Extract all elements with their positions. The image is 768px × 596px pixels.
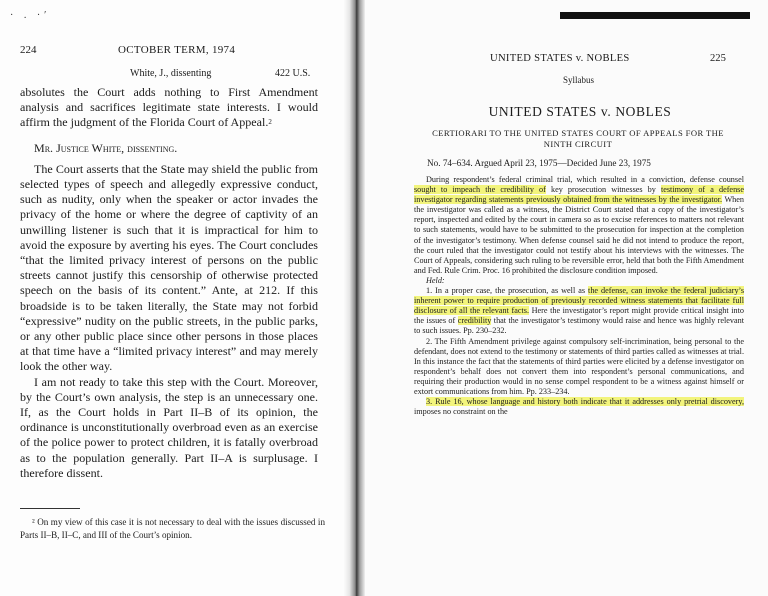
left-justice-label: White, J., dissenting (130, 68, 212, 79)
left-page-number: 224 (20, 44, 37, 56)
holding-1: 1. In a proper case, the prosecution, as well as the defense, can invoke the federal judiciary’s inherent power to require production of previously recorded witness statements that facilitate full disclosure of all the relevant facts. Here the investigator’s report might provide critical insight into the issues of credibility that the investigator’s testimony would raise and hence was highly relevant to such issues. Pp. 230–232. (414, 286, 745, 336)
left-body (20, 85, 318, 481)
footnote-rule (20, 508, 80, 509)
left-page (0, 0, 355, 596)
book-gutter (343, 0, 365, 596)
left-term-title: OCTOBER TERM, 1974 (118, 44, 236, 56)
justice-heading: Mr. Justice White, dissenting. (34, 140, 178, 155)
highlight: sought to impeach the credibility of (414, 185, 546, 195)
holding-2: 2. The Fifth Amendment privilege against compulsory self-incrimination, being personal to the defendant, does not extend to the testimony or statements of third parties called as witnesses at trial. In this instance the fact that the statements of third parties were elicited by a defense investigator on respondent’s behalf does not convert them into respondent’s personal communications, and requiring their production would in no sense compel respondent to be a witness against himself or extort communications from him. Pp. 233–234. (414, 336, 744, 396)
docket-line: No. 74–634. Argued April 23, 1975—Decided June 23, 1975 (427, 158, 651, 168)
right-running-head: UNITED STATES v. NOBLES (490, 53, 630, 64)
highlight: the defense, can invoke the federal judiciary’s inherent power to require production of previously recorded witness statements that facilitate full disclosure of all the relevant facts. (414, 286, 745, 316)
footnote-ref: 2 (268, 118, 272, 127)
highlight: 3. Rule 16, whose language and history both indicate that it addresses only pretrial discovery, (426, 397, 744, 407)
opening-paragraph: absolutes the Court adds nothing to First Amendment analysis and sacrifices legitimate state interests. I would affirm the judgment of the Florida Court of Appeal.$^2$ (20, 85, 318, 130)
scan-specks: · . ·ʹ (10, 10, 51, 21)
syllabus-summary: During respondent’s federal criminal trial, which resulted in a conviction, defense counsel sought to impeach the credibility of key prosecution witnesses by testimony of a defense investigator regarding statements previously obtained from the witnesses by the investigator. When the investigator was called as a witness, the District Court stated that a copy of the investigator’s report, inspected and edited by the court in camera so as to excise references to matters not relevant to such statements, would have to be submitted to the prosecution for inspection at the completion of the investigator’s testimony. When defense counsel said he did not intend to produce the report, the court ruled that the investigator could not testify about his interviews with the witnesses. The Court of Appeals, considering such ruling to be reversible error, held that both the Fifth Amendment and Fed. Rule Crim. Proc. 16 prohibited the disclosure condition imposed. (414, 175, 744, 275)
holding-3: 3. Rule 16, whose language and history both indicate that it addresses only pretrial discovery, imposes no constraint on the (414, 397, 744, 417)
highlight: testimony of a defense investigator regarding statements previously obtained from the witnesses by the investigator. (414, 185, 744, 205)
right-page-number: 225 (710, 53, 726, 64)
certiorari-heading: CERTIORARI TO THE UNITED STATES COURT OF APPEALS FOR THE NINTH CIRCUIT (432, 128, 724, 149)
footnote: ² On my view of this case it is not necessary to deal with the issues discussed in Parts II–B, II–C, and III of the Court’s opinion. (20, 517, 325, 540)
dissent-paragraph-2: I am not ready to take this step with the Court. Moreover, by the Court’s own analysis, the step is an unnecessary one. If, as the Court holds in Part II–B of its opinion, the ordinance is unconstitutionally overbroad even as an exercise of the police power to protect children, it is fatally overbroad as to the population generally. Part II–A is surplusage. I therefore dissent. (20, 374, 318, 480)
scan-top-bar (560, 12, 750, 19)
case-title: UNITED STATES v. NOBLES (488, 104, 672, 119)
syllabus-body (414, 175, 744, 417)
syllabus-label: Syllabus (563, 75, 595, 85)
left-citation: 422 U.S. (275, 68, 311, 79)
dissent-paragraph-1: The Court asserts that the State may shield the public from selected types of speech and allegedly expressive conduct, such as nudity, only when the speaker or actor invades the privacy of the home or where the degree of captivity of an unwilling listener is such that it is impractical for him to avoid the exposure by averting his eyes. The Court concludes “that the limited privacy interest of persons on the public streets cannot justify this censorship of otherwise protected speech on the basis of its content.” Ante, at 212. If this broadside is to be taken literally, the State may not forbid “expressive” nudity on the public streets, in the public parks, or any other public place since other persons in those places at that time have a “limited privacy interest” and may merely look the other way. (20, 161, 318, 374)
highlight: credibility (457, 316, 492, 326)
held-label: Held: (426, 275, 445, 285)
